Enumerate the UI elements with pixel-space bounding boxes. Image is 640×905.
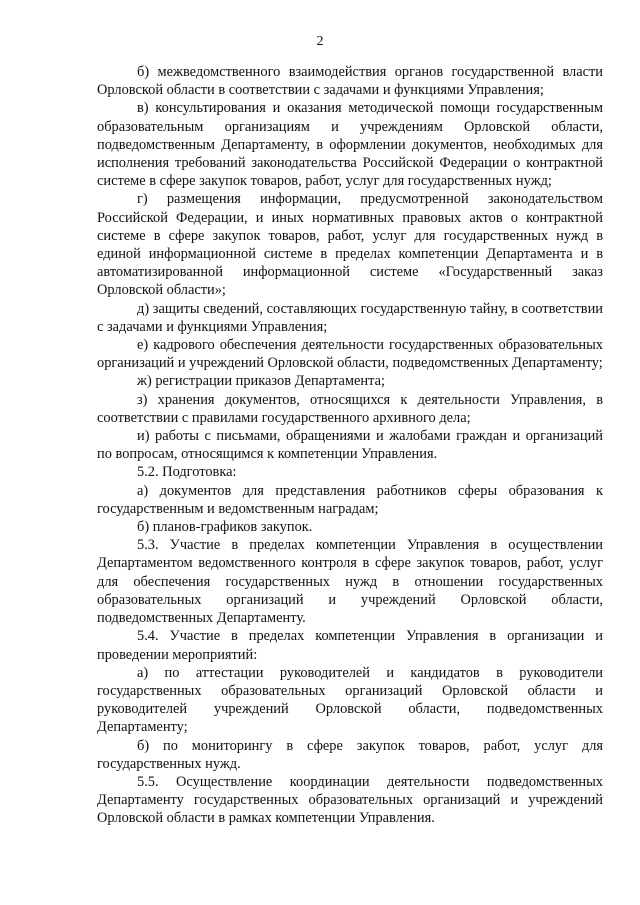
document-body xyxy=(97,63,603,828)
section-5-3: 5.3. Участие в пределах компетенции Управления в осуществлении Департаментом ведомственного контроля в сфере закупок товаров, работ, услуг для обеспечения государственных нужд в отношении государственных образовательных организаций и учреждений Орловской области, подведомственных Департаменту. xyxy=(97,537,603,627)
paragraph-b-schedules: б) планов-графиков закупок. xyxy=(137,519,313,536)
section-5-5: 5.5. Осуществление координации деятельности подведомственных Департаменту государственных образовательных организаций и учреждений Орловской области в рамках компетенции Управления. xyxy=(97,773,603,827)
paragraph-a-awards: а) документов для представления работников сферы образования к государственным и ведомственным наградам; xyxy=(97,482,603,517)
paragraph-a-attestation: а) по аттестации руководителей и кандидатов в руководители государственных образовательных организаций Орловской области и руководителей учреждений Орловской области, подведомственных Департаменту; xyxy=(97,664,603,736)
page-number: 2 xyxy=(316,34,324,49)
paragraph-b-monitoring: б) по мониторингу в сфере закупок товаров, работ, услуг для государственных нужд. xyxy=(97,737,603,772)
paragraph-z-archive: з) хранения документов, относящихся к деятельности Управления, в соответствии с правилами государственного архивного дела; xyxy=(97,391,603,426)
paragraph-i-letters: и) работы с письмами, обращениями и жалобами граждан и организаций по вопросам, относящимся к компетенции Управления. xyxy=(97,428,603,463)
paragraph-b-interaction: б) межведомственного взаимодействия органов государственной власти Орловской области в соответствии с задачами и функциями Управления; xyxy=(97,64,603,99)
paragraph-zh-orders: ж) регистрации приказов Департамента; xyxy=(137,373,385,390)
section-5-4-heading: 5.4. Участие в пределах компетенции Управления в организации и проведении мероприятий: xyxy=(97,628,603,663)
paragraph-v-consulting: в) консультирования и оказания методической помощи государственным образовательным организациям и учреждениям Орловской области, подведомственным Департаменту, в оформлении документов, необходимых для исполнения требований законодательства Российской Федерации о контрактной системе в сфере закупок товаров, работ, услуг для государственных нужд; xyxy=(97,100,603,190)
section-5-2-heading: 5.2. Подготовка: xyxy=(137,464,237,481)
paragraph-d-secrecy: д) защиты сведений, составляющих государственную тайну, в соответствии с задачами и функциями Управления; xyxy=(97,300,603,335)
paragraph-e-staffing: е) кадрового обеспечения деятельности государственных образовательных организаций и учреждений Орловской области, подведомственных Департаменту; xyxy=(97,337,603,372)
paragraph-g-publishing: г) размещения информации, предусмотренной законодательством Российской Федерации, и иных нормативных правовых актов о контрактной системе в сфере закупок товаров, работ, услуг для государственных нужд в единой информационной системе в пределах компетенции Департамента и в автоматизированной информационной системе «Государственный заказ Орловской области»; xyxy=(97,191,603,299)
